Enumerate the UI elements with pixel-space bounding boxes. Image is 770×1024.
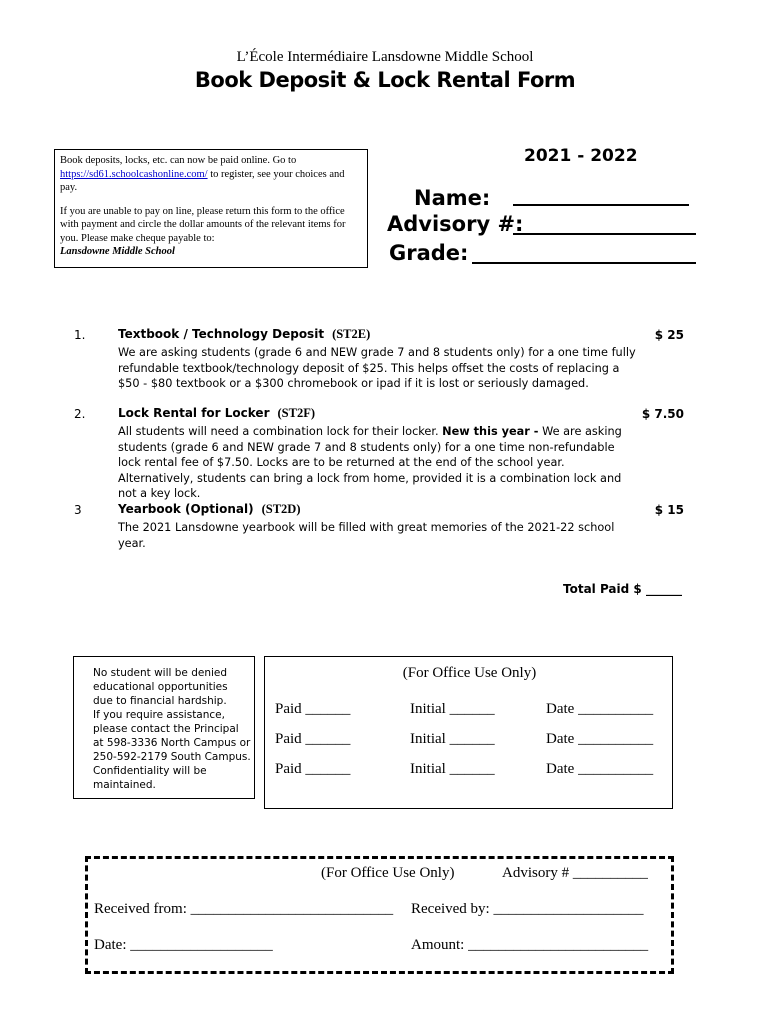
date-field[interactable]: Date __________ — [546, 701, 654, 717]
date-field[interactable]: Date __________ — [546, 761, 654, 777]
school-cash-online-link[interactable]: https://sd61.schoolcashonline.com/ — [60, 168, 208, 180]
initial-field[interactable]: Initial ______ — [410, 731, 495, 747]
advisory-label: Advisory #: — [387, 212, 524, 236]
item-price[interactable]: $ 7.50 — [641, 407, 684, 421]
paid-field[interactable]: Paid ______ — [275, 761, 351, 777]
financial-assistance-box — [73, 656, 255, 799]
item-description: All students will need a combination lock for their locker. New this year - We are asking students (grade 6 and NEW grade 7 and 8 students only) for a one time non-refundable lock rental fee of $7.50. Locks are to be returned at the end of the school year. Alternatively, students can bring a lock from home, provided it is a combination lock and not a key lock. — [118, 425, 622, 500]
item-description: We are asking students (grade 6 and NEW grade 7 and 8 students only) for a one time fully refundable textbook/technology deposit of $25. This helps offset the costs of replacing a $50 - $80 textbook or a $300 chromebook or ipad if it is lost or seriously damaged. — [118, 346, 636, 390]
assistance-line: No student will be denied — [93, 667, 228, 679]
assistance-line: 250-592-2179 South Campus. — [93, 751, 251, 763]
online-payment-text: Book deposits, locks, etc. can now be paid online. Go to https://sd61.schoolcashonline.com/ to register, see your choices and pay. — [60, 155, 345, 193]
receipt-date-field[interactable]: Date: ___________________ — [94, 937, 273, 953]
advisory-field[interactable] — [513, 233, 696, 235]
school-year: 2021 - 2022 — [524, 146, 638, 166]
school-name: L’École Intermédiaire Lansdowne Middle School — [236, 49, 534, 65]
payee-name: Lansdowne Middle School — [60, 246, 175, 257]
grade-field[interactable] — [472, 262, 696, 264]
item-number: 3 — [74, 503, 82, 517]
assistance-line: Confidentiality will be — [93, 765, 207, 777]
online-payment-info-box — [54, 149, 368, 268]
offline-payment-text: If you are unable to pay on line, please return this form to the office with payment and circle the dollar amounts of the relevant items for you. Please make cheque payable to: Lansdowne Middle School — [60, 205, 346, 257]
paid-field[interactable]: Paid ______ — [275, 731, 351, 747]
assistance-line: please contact the Principal — [93, 723, 239, 735]
amount-field[interactable]: Amount: ________________________ — [411, 937, 649, 953]
item-number: 2. — [74, 407, 86, 421]
office-use-header: (For Office Use Only) — [402, 665, 537, 681]
receipt-header: (For Office Use Only) — [321, 865, 455, 881]
assistance-line: due to financial hardship. — [93, 695, 227, 707]
received-from-field[interactable]: Received from: ___________________________ — [94, 901, 394, 917]
name-field[interactable] — [513, 204, 689, 206]
office-use-box — [264, 656, 673, 809]
item-price[interactable]: $ 15 — [654, 503, 684, 517]
item-title: Lock Rental for Locker (ST2F) — [118, 406, 315, 420]
item-number: 1. — [74, 328, 86, 342]
item-title: Textbook / Technology Deposit (ST2E) — [118, 327, 371, 341]
form-title: Book Deposit & Lock Rental Form — [194, 68, 576, 92]
item-title: Yearbook (Optional) (ST2D) — [118, 502, 301, 516]
receipt-box — [85, 856, 674, 974]
received-by-field[interactable]: Received by: ____________________ — [411, 901, 644, 917]
paid-field[interactable]: Paid ______ — [275, 701, 351, 717]
receipt-advisory-field[interactable]: Advisory # __________ — [502, 865, 648, 881]
grade-label: Grade: — [389, 241, 469, 265]
item-price[interactable]: $ 25 — [654, 328, 684, 342]
total-paid[interactable]: Total Paid $ ______ — [563, 582, 682, 596]
assistance-line: If you require assistance, — [93, 709, 225, 721]
date-field[interactable]: Date __________ — [546, 731, 654, 747]
name-label: Name: — [414, 186, 491, 210]
assistance-line: educational opportunities — [93, 681, 228, 693]
assistance-line: at 598-3336 North Campus or — [93, 737, 251, 749]
initial-field[interactable]: Initial ______ — [410, 761, 495, 777]
assistance-line: maintained. — [93, 779, 156, 791]
item-description: The 2021 Lansdowne yearbook will be filled with great memories of the 2021-22 school year. — [118, 521, 615, 550]
initial-field[interactable]: Initial ______ — [410, 701, 495, 717]
